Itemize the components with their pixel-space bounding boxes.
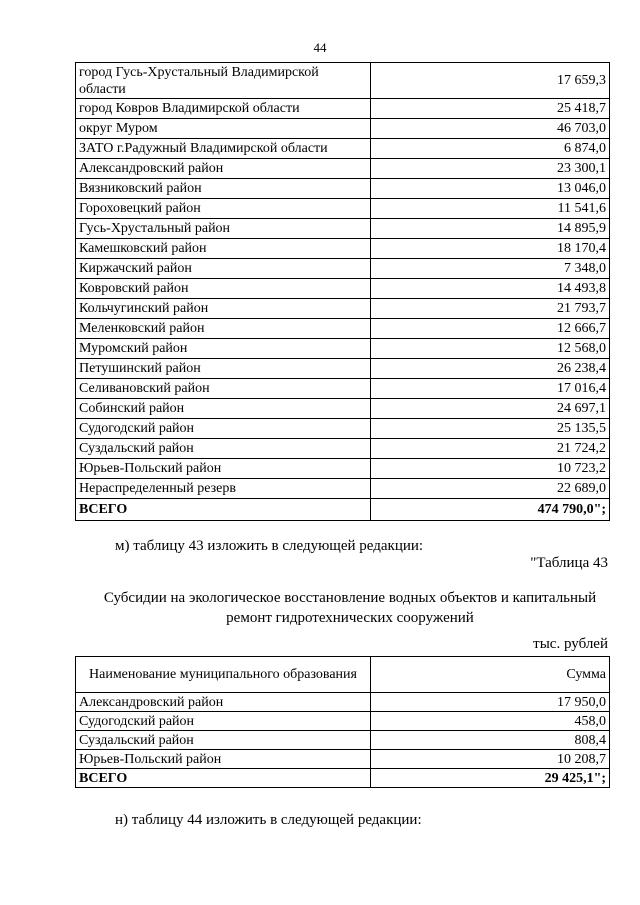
municipality-name: Кольчугинский район [76,299,371,319]
total-row [76,499,610,521]
amount-value: 23 300,1 [371,159,610,179]
amount-value: 11 541,6 [371,199,610,219]
amount-value: 14 895,9 [371,219,610,239]
amount-value: 12 568,0 [371,339,610,359]
table-row [76,459,610,479]
municipality-name: Вязниковский район [76,179,371,199]
municipality-name: округ Муром [76,119,371,139]
table-43-title [60,588,640,628]
amount-value: 6 874,0 [371,139,610,159]
table-row [76,259,610,279]
municipality-name: город Ковров Владимирской области [76,99,371,119]
amount-value: 17 016,4 [371,379,610,399]
municipality-name: Судогодский район [76,419,371,439]
total-row [76,769,610,788]
amount-value: 808,4 [371,731,610,750]
table-row [76,712,610,731]
municipality-name: Гусь-Хрустальный район [76,219,371,239]
table-row [76,299,610,319]
municipality-name: Собинский район [76,399,371,419]
municipality-name: Юрьев-Польский район [76,459,371,479]
municipality-name: Петушинский район [76,359,371,379]
table-row [76,159,610,179]
table-row [76,359,610,379]
table-row [76,179,610,199]
instruction-m: м) таблицу 43 изложить в следующей редакции: [115,538,424,554]
subsidy-distribution-table-continued [75,62,610,521]
municipality-name: Суздальский район [76,439,371,459]
table-row [76,399,610,419]
amount-value: 12 666,7 [371,319,610,339]
table-row [76,219,610,239]
municipality-name: Киржачский район [76,259,371,279]
amount-value: 24 697,1 [371,399,610,419]
amount-value: 17 950,0 [371,693,610,712]
municipality-name: Муромский район [76,339,371,359]
amount-value: 17 659,3 [371,63,610,99]
amount-value: 21 724,2 [371,439,610,459]
total-label: ВСЕГО [76,769,371,788]
total-label: ВСЕГО [76,499,371,521]
amount-value: 10 723,2 [371,459,610,479]
table-row [76,119,610,139]
table-row [76,319,610,339]
municipality-name: Юрьев-Польский район [76,750,371,769]
amount-value: 13 046,0 [371,179,610,199]
amount-value: 10 208,7 [371,750,610,769]
municipality-name: город Гусь-Хрустальный Владимирской области [76,63,371,99]
amount-value: 21 793,7 [371,299,610,319]
table-row [76,731,610,750]
table-row [76,99,610,119]
municipality-name: Нераспределенный резерв [76,479,371,499]
table-header-row [76,657,610,693]
amount-value: 14 493,8 [371,279,610,299]
municipality-name: Гороховецкий район [76,199,371,219]
header-sum: Сумма [371,657,610,693]
municipality-name: Александровский район [76,693,371,712]
instruction-n: н) таблицу 44 изложить в следующей редакции: [115,812,422,828]
municipality-name: ЗАТО г.Радужный Владимирской области [76,139,371,159]
total-value: 29 425,1"; [371,769,610,788]
municipality-name: Камешковский район [76,239,371,259]
municipality-name: Суздальский район [76,731,371,750]
table-row [76,479,610,499]
header-municipality: Наименование муниципального образования [76,657,371,693]
table-row [76,199,610,219]
amount-value: 7 348,0 [371,259,610,279]
page-number: 44 [313,40,327,55]
amount-value: 46 703,0 [371,119,610,139]
amount-value: 25 135,5 [371,419,610,439]
amount-value: 26 238,4 [371,359,610,379]
municipality-name: Ковровский район [76,279,371,299]
table-row [76,239,610,259]
table-row [76,379,610,399]
municipality-name: Селивановский район [76,379,371,399]
municipality-name: Меленковский район [76,319,371,339]
table-row [76,63,610,99]
table-row [76,750,610,769]
total-value: 474 790,0"; [371,499,610,521]
table-43 [75,656,610,788]
table-row [76,693,610,712]
table-row [76,419,610,439]
amount-value: 18 170,4 [371,239,610,259]
municipality-name: Судогодский район [76,712,371,731]
table-row [76,439,610,459]
table-43-label: "Таблица 43 [530,555,608,571]
table-row [76,279,610,299]
title-line-1: Субсидии на экологическое восстановление водных объектов и капитальный [103,590,597,606]
title-line-2: ремонт гидротехнических сооружений [226,610,474,626]
amount-value: 458,0 [371,712,610,731]
amount-value: 22 689,0 [371,479,610,499]
municipality-name: Александровский район [76,159,371,179]
table-row [76,139,610,159]
amount-value: 25 418,7 [371,99,610,119]
table-row [76,339,610,359]
units-label: тыс. рублей [533,636,608,652]
